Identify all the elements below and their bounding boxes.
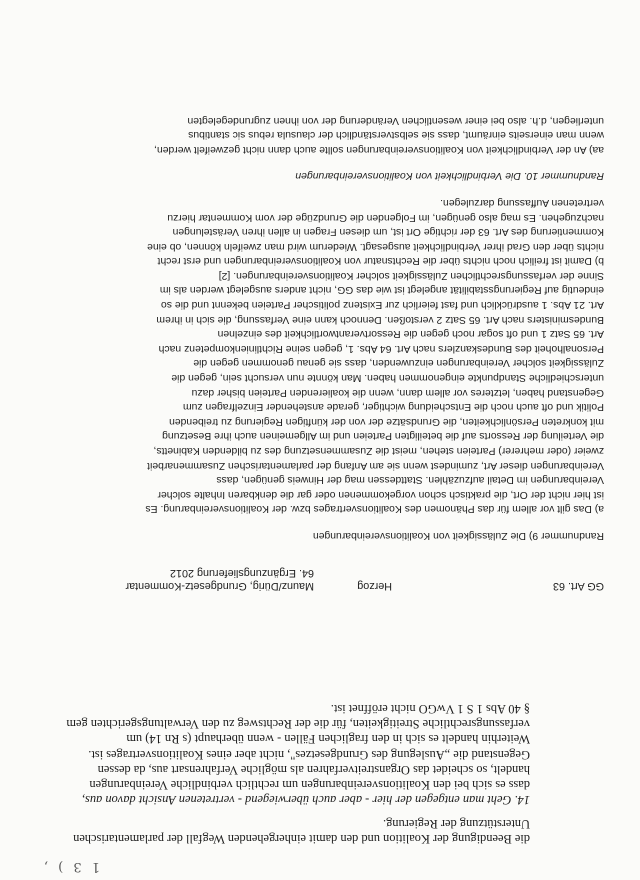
typed-line: die Beendigung der Koalition und den damit einhergehenden Wegfall der parlamentarischen — [73, 832, 530, 846]
header-source — [126, 566, 314, 592]
commentary-body — [24, 112, 604, 542]
body-line: nichts über den Grad ihrer Verbindlichkeit ausgesagt. Wiederum wird man zweifeln können, ob eine — [147, 240, 604, 252]
body-line: Bundesministers nach Art. 65 Satz 2 verstoßen. Dennoch kann eine Verfassung, die sich in ihrem — [156, 313, 604, 325]
header-author: Herzog — [357, 580, 392, 592]
body-line: a) Das gilt vor allem für das Phänomen des Koalitionsvertrages bzw. der Koalitionsvereinbarung. Es — [145, 503, 604, 515]
body-line: vertretenen Auffassung darzulegen. — [440, 196, 604, 208]
body-line: eindeutig auf Regierungsstabilität angelegt ist wie das GG, nicht anders ausgelegt werden als im — [159, 284, 604, 296]
body-line: Personalhoheit des Bundeskanzlers nach Art. 64 Abs. 1, gegen seine Richtlinienkompetenz nach — [158, 342, 604, 354]
body-line: Vereinbarungen dieser Art, zumindest wenn sie am Anfang der parlamentarischen Zusammenarbeit — [147, 459, 604, 471]
typed-line: dass es sich bei den Koalitionsvereinbarungen um rechtlich verbindliche Vereinbarungen — [89, 778, 530, 793]
body-line: ist hier nicht der Ort, die praktisch schon vorgekommenen oder gar die denkbaren Inhalte solcher — [157, 488, 604, 500]
body-line: mit konkreten Persönlichkeiten, die Grundsätze der von der künftigen Regierung zu treibenden — [169, 415, 604, 427]
typed-line: § 40 Abs 1 S 1 VwGO nicht eröffnet ist. — [330, 701, 530, 716]
typed-line: handelt, so scheidet das Organstreitverfahren als mögliche Verfahrensart aus, da dessen — [97, 762, 530, 777]
body-line: Gegenstand haben, letzteres vor allem dann, wenn die koalierenden Parteien bisher dazu — [191, 386, 604, 398]
body-line: Art. 21 Abs. 1 ausdrücklich und fast feierlich zur Existenz politischer Parteien bekennt und die so — [161, 299, 604, 311]
body-line: Vereinbarungen im Detail aufzuzählen. Stattdessen mag der Hinweis genügen, dass — [216, 474, 604, 486]
body-line: unterliegen, d.h. also bei einer wesentlichen Veränderung der von ihnen zugrundegelegten — [187, 114, 604, 126]
body-line: aa) An der Verbindlichkeit von Koalitionsvereinbarungen sollte auch dann nicht gezweifelt werden, — [154, 143, 604, 155]
body-line: b) Damit ist freilich noch nichts über die Rechtsnatur von Koalitionsvereinbarungen und erst recht — [157, 255, 604, 267]
body-line: Art. 65 Satz 1 und oft sogar noch gegen die Ressortverantwortlichkeit des einzelnen — [217, 328, 604, 340]
section-heading: Randnummer 9) Die Zulässigkeit von Koalitionsvereinbarungen — [312, 530, 604, 541]
body-line: zweier (oder mehrerer) Parteien stehen, meist die Zusammensetzung des zu bildenden Kabinetts, — [153, 445, 604, 457]
section-heading: Randnummer 10. Die Verbindlichkeit von Koalitionsvereinbarungen — [295, 170, 604, 182]
body-line: die Verteilung der Ressorts auf die beteiligten Parteien und im Allgemeinen auch ihre Besetzung — [162, 430, 604, 442]
body-line: Politik und oft auch noch die Entscheidung wichtiger, gerade anstehender Einzelfragen zum — [182, 401, 604, 413]
typed-line: Weiterhin handelt es sich in den fraglichen Fällen - wenn überhaupt (s Rn 14) um — [126, 732, 530, 747]
header-source-title: Maunz/Dürig, Grundgesetz-Kommentar — [125, 580, 314, 592]
typed-line: Unterstützung der Regierung. — [383, 816, 530, 831]
typed-passage — [10, 700, 530, 846]
body-line: unterschiedliche Standpunkte eingenommen haben. Man könnte nun versucht sein, gegen die — [171, 372, 604, 384]
body-line: Sinne der verfassungsrechtlichen Zulässigkeit solcher Koalitionsvereinbarungen. [2] — [218, 269, 604, 281]
typed-line: verfassungsrechtliche Streitigkeiten, für die der Rechtsweg zu den Verwaltungsgerichten gem — [66, 716, 530, 731]
header-source-edition: 64. Ergänzungslieferung 2012 — [169, 567, 314, 579]
typed-line: Gegenstand die „Auslegung des Grundgesetzes", nicht aber eines Koalitionsvertrages ist. — [88, 747, 530, 762]
body-line: nachzugehen. Es mag also genügen, im Folgenden die Grundzüge der vom Kommentar hierzu — [167, 211, 604, 223]
body-line: Zulässigkeit solcher Vereinbarungen einzuwenden, dass sie genau genommen gegen die — [193, 357, 604, 369]
handwritten-margin-mark: 1 3 ) , — [40, 859, 100, 874]
body-line: Kommentierung des Art. 63 der richtige Ort ist, um diesen Fragen in allen ihren Verästelungen — [172, 226, 604, 238]
typed-line: 14. Geht man entgegen der hier - aber auch überwiegend - vertretenen Ansicht davon aus, — [81, 793, 530, 808]
header-article: GG Art. 63 — [552, 580, 604, 592]
body-line: wenn man einerseits einräumt, dass sie selbstverständlich der clausula rebus sic stantibus — [188, 129, 604, 141]
